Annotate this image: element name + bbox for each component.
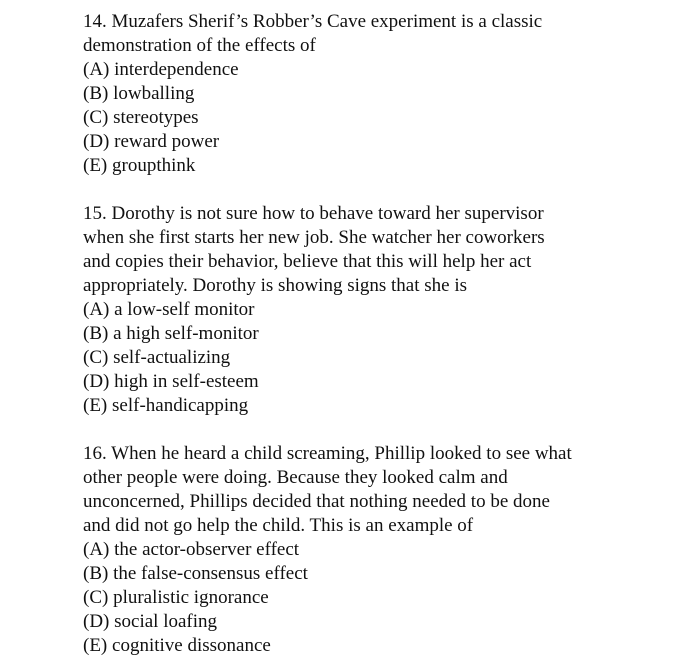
- question-16-stem-line-2: other people were doing. Because they looked calm and: [83, 467, 508, 488]
- question-15-option-c: (C) self-actualizing: [83, 347, 231, 368]
- question-16-option-c: (C) pluralistic ignorance: [83, 587, 269, 608]
- question-16-stem-line-1: 16. When he heard a child screaming, Phillip looked to see what: [83, 443, 572, 464]
- question-15-option-b: (B) a high self-monitor: [83, 323, 259, 344]
- question-15: [83, 202, 693, 418]
- question-14-option-b: (B) lowballing: [83, 83, 195, 104]
- question-14-option-a: (A) interdependence: [83, 59, 239, 80]
- question-16-stem-line-3: unconcerned, Phillips decided that nothing needed to be done: [83, 491, 550, 512]
- question-14-option-e: (E) groupthink: [83, 155, 196, 176]
- question-15-stem-line-4: appropriately. Dorothy is showing signs that she is: [83, 275, 468, 296]
- question-15-option-e: (E) self-handicapping: [83, 395, 249, 416]
- question-16: [83, 442, 693, 658]
- question-16-stem-line-4: and did not go help the child. This is an example of: [83, 515, 474, 536]
- question-14-option-c: (C) stereotypes: [83, 107, 199, 128]
- question-14-stem-line-2: demonstration of the effects of: [83, 35, 316, 56]
- question-14-option-d: (D) reward power: [83, 131, 220, 152]
- question-16-option-b: (B) the false-consensus effect: [83, 563, 308, 584]
- question-15-stem-line-1: 15. Dorothy is not sure how to behave toward her supervisor: [83, 203, 544, 224]
- question-15-stem-line-3: and copies their behavior, believe that this will help her act: [83, 251, 532, 272]
- question-16-option-d: (D) social loafing: [83, 611, 218, 632]
- question-14-stem-line-1: 14. Muzafers Sherif’s Robber’s Cave experiment is a classic: [83, 11, 543, 32]
- question-16-option-a: (A) the actor-observer effect: [83, 539, 300, 560]
- question-15-option-a: (A) a low-self monitor: [83, 299, 255, 320]
- question-14: [83, 10, 693, 178]
- question-15-stem-line-2: when she first starts her new job. She watcher her coworkers: [83, 227, 545, 248]
- question-15-option-d: (D) high in self-esteem: [83, 371, 259, 392]
- question-16-option-e: (E) cognitive dissonance: [83, 635, 271, 656]
